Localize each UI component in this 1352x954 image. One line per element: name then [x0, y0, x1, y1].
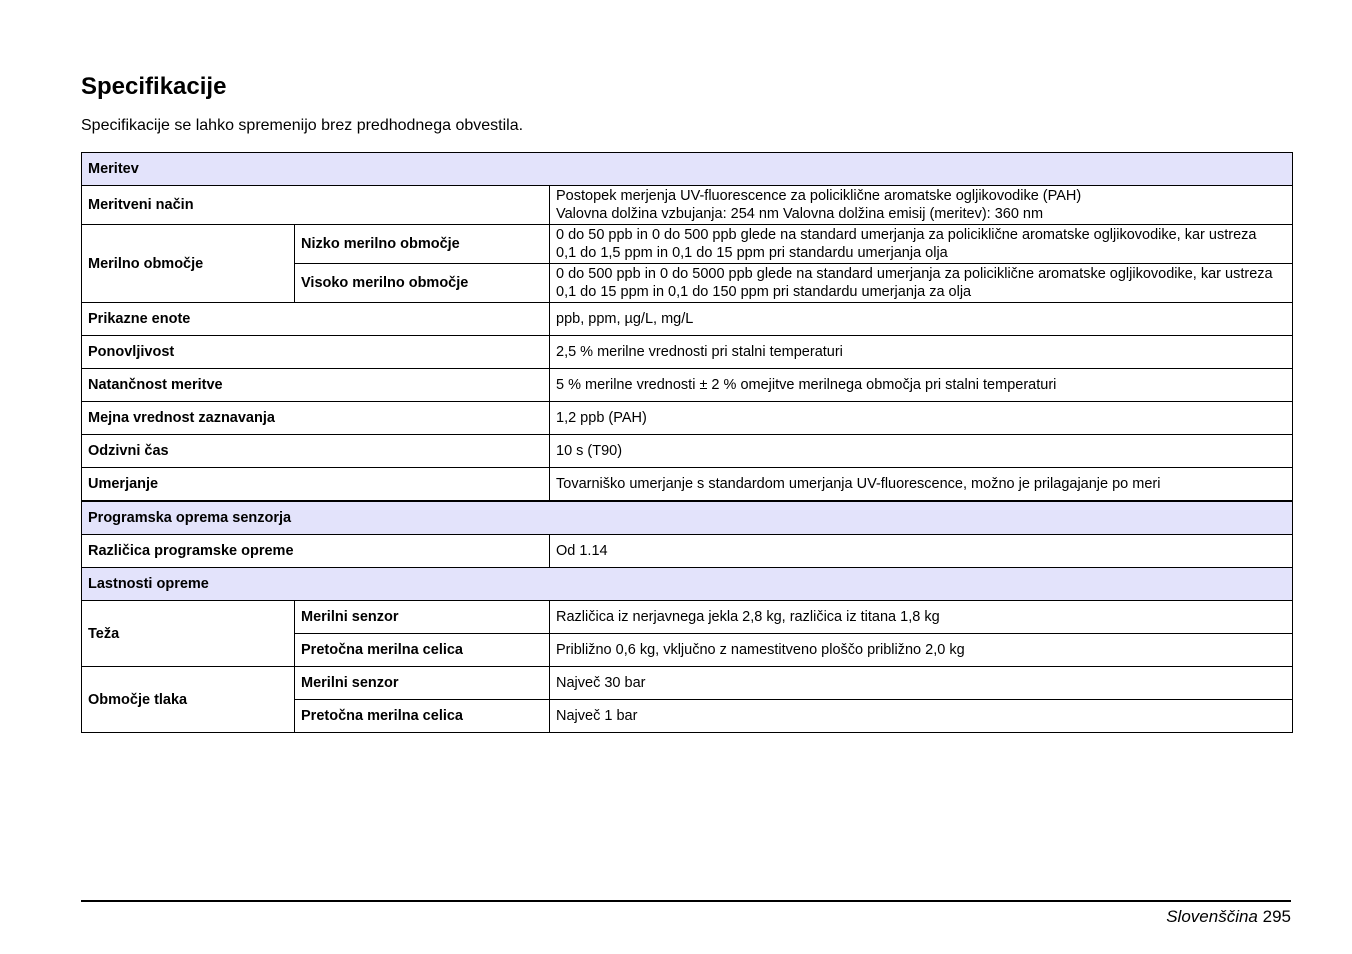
sub-label: Pretočna merilna celica [295, 634, 550, 667]
row-label: Odzivni čas [82, 435, 550, 468]
row-label: Merilno območje [82, 225, 295, 303]
sub-label: Nizko merilno območje [295, 225, 550, 264]
row-value: Največ 30 bar [550, 667, 1293, 700]
table-row [82, 186, 1293, 225]
row-value: Različica iz nerjavnega jekla 2,8 kg, različica iz titana 1,8 kg [550, 601, 1293, 634]
row-value: 10 s (T90) [550, 435, 1293, 468]
row-value: Približno 0,6 kg, vključno z namestitveno ploščo približno 2,0 kg [550, 634, 1293, 667]
row-value: Največ 1 bar [550, 700, 1293, 733]
value-line: 0,1 do 15 ppm in 0,1 do 150 ppm pri standardu umerjanja za olja [556, 284, 972, 300]
row-value: 1,2 ppb (PAH) [550, 402, 1293, 435]
page-title: Specifikacije [81, 73, 227, 100]
table-row [82, 667, 1293, 700]
page-number: 295 [1262, 907, 1291, 926]
section-row-programska [82, 501, 1293, 535]
intro-text: Specifikacije se lahko spremenijo brez predhodnega obvestila. [81, 117, 524, 134]
table-row [82, 303, 1293, 336]
row-value [550, 264, 1293, 303]
specifications-table [81, 152, 1293, 733]
value-line: Valovna dolžina vzbujanja: 254 nm Valovna dolžina emisij (meritev): 360 nm [556, 206, 1044, 222]
value-line: Postopek merjenja UV-fluorescence za policiklične aromatske ogljikovodike (PAH) [556, 188, 1082, 204]
row-value: 5 % merilne vrednosti ± 2 % omejitve merilnega območja pri stalni temperaturi [550, 369, 1293, 402]
section-header: Lastnosti opreme [82, 568, 1293, 601]
table-row [82, 336, 1293, 369]
sub-label: Visoko merilno območje [295, 264, 550, 303]
page-footer [1166, 907, 1291, 927]
table-row [82, 435, 1293, 468]
row-label: Teža [82, 601, 295, 667]
table-row [82, 402, 1293, 435]
row-label: Različica programske opreme [82, 535, 550, 568]
section-header: Meritev [82, 153, 1293, 186]
row-value: Od 1.14 [550, 535, 1293, 568]
row-value: Tovarniško umerjanje s standardom umerjanja UV-fluorescence, možno je prilagajanje po meri [550, 468, 1293, 502]
row-label: Ponovljivost [82, 336, 550, 369]
row-label: Prikazne enote [82, 303, 550, 336]
value-line: 0 do 500 ppb in 0 do 5000 ppb glede na standard umerjanja za policiklične aromatske ogljikovodike, kar ustreza [556, 266, 1273, 282]
row-value: 2,5 % merilne vrednosti pri stalni temperaturi [550, 336, 1293, 369]
row-value: ppb, ppm, µg/L, mg/L [550, 303, 1293, 336]
row-label: Mejna vrednost zaznavanja [82, 402, 550, 435]
footer-divider [81, 900, 1291, 902]
sub-label: Pretočna merilna celica [295, 700, 550, 733]
table-row [82, 601, 1293, 634]
sub-label: Merilni senzor [295, 667, 550, 700]
row-value [550, 186, 1293, 225]
value-line: 0,1 do 1,5 ppm in 0,1 do 15 ppm pri standardu umerjanja olja [556, 245, 948, 261]
section-row-meritev [82, 153, 1293, 186]
sub-label: Merilni senzor [295, 601, 550, 634]
row-label: Natančnost meritve [82, 369, 550, 402]
row-value [550, 225, 1293, 264]
table-row [82, 225, 1293, 264]
row-label: Umerjanje [82, 468, 550, 502]
row-label: Območje tlaka [82, 667, 295, 733]
table-row [82, 468, 1293, 502]
table-row [82, 535, 1293, 568]
table-row [82, 369, 1293, 402]
footer-language: Slovenščina [1166, 907, 1258, 926]
section-row-lastnosti [82, 568, 1293, 601]
section-header: Programska oprema senzorja [82, 501, 1293, 535]
value-line: 0 do 50 ppb in 0 do 500 ppb glede na standard umerjanja za policiklične aromatske ogljikovodike, kar ustreza [556, 227, 1257, 243]
row-label: Meritveni način [82, 186, 550, 225]
